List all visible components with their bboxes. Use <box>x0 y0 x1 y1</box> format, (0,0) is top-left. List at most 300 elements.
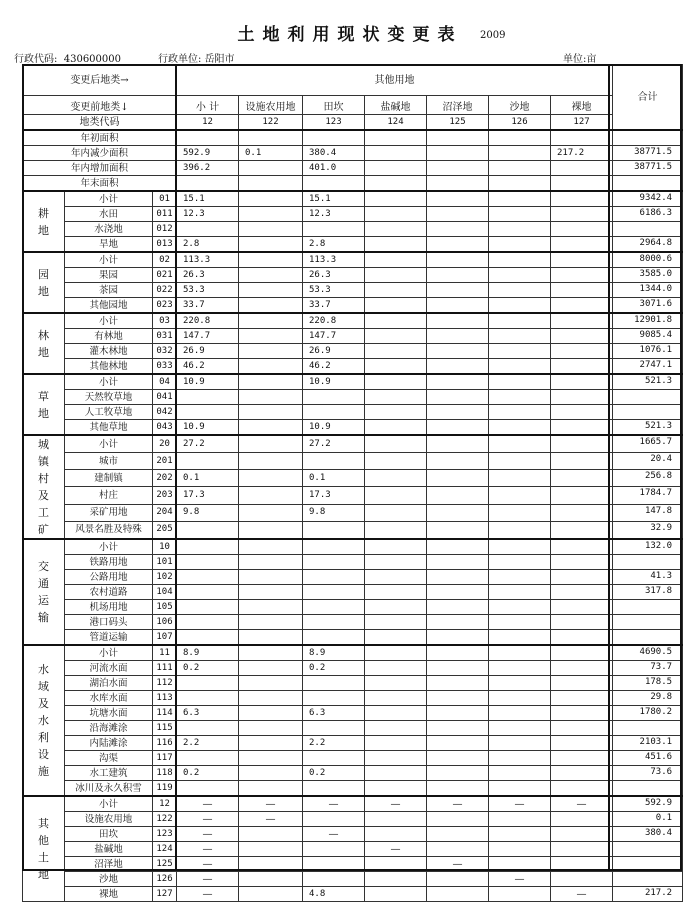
table-row <box>23 751 683 766</box>
value-cell <box>303 585 365 600</box>
category-text: 林地 <box>38 328 49 359</box>
value-cell: 26.9 <box>177 344 239 359</box>
row-label: 灌木林地 <box>65 344 153 359</box>
value-cell: — <box>551 887 613 902</box>
row-code: 127 <box>153 887 177 902</box>
row-code: 116 <box>153 736 177 751</box>
value-cell <box>365 252 427 268</box>
category-text: 交通运输 <box>38 560 49 624</box>
value-cell <box>365 329 427 344</box>
value-cell: 33.7 <box>177 298 239 314</box>
value-cell <box>303 691 365 706</box>
value-cell <box>365 872 427 887</box>
value-cell <box>427 268 489 283</box>
value-cell <box>489 570 551 585</box>
value-cell <box>303 539 365 555</box>
value-cell <box>489 691 551 706</box>
row-label: 茶园 <box>65 283 153 298</box>
value-cell <box>551 812 613 827</box>
category-text: 耕地 <box>38 206 49 237</box>
table-row <box>23 781 683 797</box>
value-cell <box>427 630 489 646</box>
value-cell <box>427 313 489 329</box>
value-cell <box>177 691 239 706</box>
value-cell <box>427 283 489 298</box>
row-label: 小计 <box>65 191 153 207</box>
value-cell <box>427 237 489 253</box>
value-cell <box>427 329 489 344</box>
value-cell <box>489 298 551 314</box>
value-cell: 2.2 <box>177 736 239 751</box>
value-cell <box>239 872 303 887</box>
summary-label: 年初面积 <box>23 130 177 146</box>
value-cell: 12.3 <box>303 207 365 222</box>
header-row-before <box>23 96 683 115</box>
value-cell <box>239 470 303 487</box>
value-cell: 33.7 <box>303 298 365 314</box>
row-label: 公路用地 <box>65 570 153 585</box>
total-cell: 178.5 <box>613 676 683 691</box>
row-label: 水工建筑 <box>65 766 153 781</box>
value-cell: 53.3 <box>303 283 365 298</box>
value-cell <box>427 420 489 436</box>
value-cell: 147.7 <box>303 329 365 344</box>
row-code: 042 <box>153 405 177 420</box>
table-row <box>23 721 683 736</box>
column-header: 盐碱地 <box>365 96 427 115</box>
value-cell: 53.3 <box>177 283 239 298</box>
value-cell <box>551 420 613 436</box>
row-code: 01 <box>153 191 177 207</box>
value-cell: 217.2 <box>551 146 613 161</box>
column-code: 125 <box>427 115 489 131</box>
table-row <box>23 222 683 237</box>
total-cell: 132.0 <box>613 539 683 555</box>
value-cell <box>489 470 551 487</box>
total-cell: 73.7 <box>613 661 683 676</box>
value-cell <box>427 781 489 797</box>
table-row <box>23 615 683 630</box>
value-cell <box>489 161 551 176</box>
value-cell <box>303 721 365 736</box>
value-cell <box>551 676 613 691</box>
value-cell <box>551 521 613 539</box>
value-cell <box>427 191 489 207</box>
row-code: 126 <box>153 872 177 887</box>
row-code: 023 <box>153 298 177 314</box>
value-cell: — <box>239 812 303 827</box>
value-cell <box>551 827 613 842</box>
value-cell: — <box>177 872 239 887</box>
value-cell <box>365 812 427 827</box>
row-label: 小计 <box>65 645 153 661</box>
table-row <box>23 237 683 253</box>
row-label: 沿海滩涂 <box>65 721 153 736</box>
total-cell: 9085.4 <box>613 329 683 344</box>
category-label <box>23 313 65 374</box>
value-cell <box>303 176 365 192</box>
value-cell <box>239 691 303 706</box>
row-label: 湖泊水面 <box>65 676 153 691</box>
table-row <box>23 252 683 268</box>
row-label: 其他园地 <box>65 298 153 314</box>
value-cell <box>427 585 489 600</box>
value-cell: — <box>177 812 239 827</box>
value-cell <box>551 645 613 661</box>
value-cell <box>239 453 303 470</box>
value-cell <box>489 237 551 253</box>
value-cell <box>427 405 489 420</box>
value-cell: 8.9 <box>177 645 239 661</box>
value-cell <box>239 283 303 298</box>
summary-row <box>23 146 683 161</box>
row-code: 111 <box>153 661 177 676</box>
value-cell: 0.1 <box>177 470 239 487</box>
value-cell <box>489 827 551 842</box>
row-label: 水浇地 <box>65 222 153 237</box>
value-cell <box>427 751 489 766</box>
value-cell: — <box>489 796 551 812</box>
value-cell <box>239 827 303 842</box>
admin-code-label: 行政代码: <box>14 54 58 65</box>
value-cell: — <box>177 887 239 902</box>
value-cell <box>365 706 427 721</box>
category-text: 其他土地 <box>38 817 49 881</box>
admin-unit-line <box>158 50 235 65</box>
value-cell: 12.3 <box>177 207 239 222</box>
table-row <box>23 435 683 453</box>
value-cell <box>303 453 365 470</box>
value-cell <box>427 344 489 359</box>
total-cell: 521.3 <box>613 420 683 436</box>
row-code: 041 <box>153 390 177 405</box>
value-cell <box>489 812 551 827</box>
total-cell: 41.3 <box>613 570 683 585</box>
row-code: 04 <box>153 374 177 390</box>
total-cell: 1780.2 <box>613 706 683 721</box>
value-cell <box>551 872 613 887</box>
value-cell <box>365 359 427 375</box>
admin-unit-label: 行政单位: <box>158 54 202 65</box>
value-cell <box>365 661 427 676</box>
value-cell <box>365 420 427 436</box>
value-cell <box>551 298 613 314</box>
summary-row <box>23 130 683 146</box>
value-cell: — <box>177 796 239 812</box>
value-cell <box>365 222 427 237</box>
value-cell <box>365 736 427 751</box>
summary-label: 年内增加面积 <box>23 161 177 176</box>
row-label: 管道运输 <box>65 630 153 646</box>
value-cell: 26.9 <box>303 344 365 359</box>
row-code: 106 <box>153 615 177 630</box>
value-cell <box>489 420 551 436</box>
page-title: 土地利用现状变更表 <box>237 25 463 45</box>
value-cell: 9.8 <box>177 504 239 521</box>
value-cell <box>427 615 489 630</box>
value-cell <box>427 487 489 504</box>
value-cell <box>303 130 365 146</box>
total-cell <box>613 615 683 630</box>
value-cell: — <box>177 842 239 857</box>
value-cell <box>489 146 551 161</box>
row-code: 11 <box>153 645 177 661</box>
table-row <box>23 887 683 902</box>
row-code: 101 <box>153 555 177 570</box>
total-cell: 380.4 <box>613 827 683 842</box>
value-cell: — <box>365 796 427 812</box>
column-header: 沙地 <box>489 96 551 115</box>
row-label: 采矿用地 <box>65 504 153 521</box>
total-cell <box>613 390 683 405</box>
row-label: 水库水面 <box>65 691 153 706</box>
value-cell <box>239 842 303 857</box>
table-row <box>23 405 683 420</box>
row-label: 田坎 <box>65 827 153 842</box>
table-row <box>23 487 683 504</box>
value-cell <box>239 751 303 766</box>
value-cell <box>239 857 303 872</box>
value-cell <box>489 222 551 237</box>
table-row <box>23 313 683 329</box>
total-cell <box>613 630 683 646</box>
value-cell <box>365 435 427 453</box>
total-cell: 29.8 <box>613 691 683 706</box>
total-cell: 451.6 <box>613 751 683 766</box>
row-code: 117 <box>153 751 177 766</box>
row-label: 内陆滩涂 <box>65 736 153 751</box>
value-cell <box>365 130 427 146</box>
table-row <box>23 359 683 375</box>
total-cell: 2964.8 <box>613 237 683 253</box>
value-cell <box>303 781 365 797</box>
admin-code-value: 430600000 <box>63 54 121 65</box>
category-label <box>23 539 65 645</box>
value-cell <box>365 691 427 706</box>
value-cell <box>427 539 489 555</box>
total-cell: 3071.6 <box>613 298 683 314</box>
value-cell <box>551 176 613 192</box>
row-label: 其他草地 <box>65 420 153 436</box>
value-cell <box>427 161 489 176</box>
value-cell <box>551 222 613 237</box>
value-cell <box>239 521 303 539</box>
row-label: 水田 <box>65 207 153 222</box>
value-cell <box>551 329 613 344</box>
value-cell <box>551 615 613 630</box>
value-cell <box>303 405 365 420</box>
row-label: 小计 <box>65 435 153 453</box>
value-cell <box>365 313 427 329</box>
row-code: 03 <box>153 313 177 329</box>
value-cell <box>551 842 613 857</box>
value-cell <box>489 435 551 453</box>
value-cell <box>177 521 239 539</box>
value-cell: 46.2 <box>303 359 365 375</box>
value-cell <box>427 207 489 222</box>
value-cell <box>427 252 489 268</box>
row-code: 021 <box>153 268 177 283</box>
value-cell <box>239 504 303 521</box>
value-cell: 2.2 <box>303 736 365 751</box>
summary-label: 年内减少面积 <box>23 146 177 161</box>
value-cell: 0.2 <box>303 661 365 676</box>
value-cell <box>177 615 239 630</box>
value-cell: 592.9 <box>177 146 239 161</box>
total-cell: 2747.1 <box>613 359 683 375</box>
row-label: 城市 <box>65 453 153 470</box>
value-cell <box>177 751 239 766</box>
column-code: 127 <box>551 115 613 131</box>
value-cell <box>177 630 239 646</box>
value-cell <box>365 283 427 298</box>
category-label <box>23 796 65 902</box>
value-cell <box>239 736 303 751</box>
value-cell <box>489 615 551 630</box>
row-code: 112 <box>153 676 177 691</box>
value-cell <box>489 630 551 646</box>
table-row <box>23 555 683 570</box>
total-cell: 1665.7 <box>613 435 683 453</box>
total-cell: 6186.3 <box>613 207 683 222</box>
column-code: 126 <box>489 115 551 131</box>
value-cell <box>303 751 365 766</box>
value-cell <box>551 487 613 504</box>
value-cell: 26.3 <box>303 268 365 283</box>
value-cell <box>239 268 303 283</box>
value-cell <box>427 872 489 887</box>
row-label: 盐碱地 <box>65 842 153 857</box>
value-cell <box>239 344 303 359</box>
value-cell <box>365 298 427 314</box>
total-cell <box>613 857 683 872</box>
summary-row <box>23 176 683 192</box>
table-row <box>23 600 683 615</box>
value-cell <box>239 359 303 375</box>
value-cell: 4.8 <box>303 887 365 902</box>
value-cell <box>427 721 489 736</box>
value-cell <box>365 161 427 176</box>
value-cell <box>489 555 551 570</box>
value-cell <box>177 585 239 600</box>
row-label: 铁路用地 <box>65 555 153 570</box>
value-cell <box>365 585 427 600</box>
table-row <box>23 344 683 359</box>
value-cell <box>551 252 613 268</box>
value-cell: 6.3 <box>303 706 365 721</box>
value-cell <box>551 453 613 470</box>
value-cell <box>489 721 551 736</box>
table-row <box>23 268 683 283</box>
row-code: 20 <box>153 435 177 453</box>
value-cell <box>239 176 303 192</box>
value-cell: 401.0 <box>303 161 365 176</box>
value-cell <box>489 283 551 298</box>
value-cell <box>239 130 303 146</box>
row-code: 02 <box>153 252 177 268</box>
table-row <box>23 630 683 646</box>
value-cell <box>489 390 551 405</box>
value-cell <box>551 504 613 521</box>
value-cell <box>551 405 613 420</box>
value-cell <box>489 359 551 375</box>
value-cell <box>551 344 613 359</box>
table-row <box>23 539 683 555</box>
value-cell <box>427 130 489 146</box>
value-cell <box>489 268 551 283</box>
table-row <box>23 661 683 676</box>
value-cell <box>551 161 613 176</box>
value-cell <box>551 570 613 585</box>
row-label: 人工牧草地 <box>65 405 153 420</box>
value-cell <box>365 453 427 470</box>
value-cell <box>239 555 303 570</box>
value-cell <box>239 781 303 797</box>
total-label: 合计 <box>613 65 683 131</box>
value-cell <box>489 176 551 192</box>
value-cell <box>551 237 613 253</box>
total-cell: 2103.1 <box>613 736 683 751</box>
value-cell <box>239 721 303 736</box>
value-cell: 380.4 <box>303 146 365 161</box>
value-cell <box>427 435 489 453</box>
value-cell <box>239 191 303 207</box>
row-code: 204 <box>153 504 177 521</box>
total-cell: 147.8 <box>613 504 683 521</box>
value-cell <box>365 676 427 691</box>
total-cell: 592.9 <box>613 796 683 812</box>
value-cell: 113.3 <box>303 252 365 268</box>
table-row <box>23 796 683 812</box>
value-cell <box>239 313 303 329</box>
column-header: 田坎 <box>303 96 365 115</box>
value-cell <box>427 146 489 161</box>
row-code: 118 <box>153 766 177 781</box>
row-label: 裸地 <box>65 887 153 902</box>
value-cell <box>239 706 303 721</box>
row-code: 114 <box>153 706 177 721</box>
value-cell <box>365 751 427 766</box>
value-cell <box>239 298 303 314</box>
category-text: 园地 <box>38 267 49 298</box>
total-cell <box>613 222 683 237</box>
value-cell <box>177 781 239 797</box>
admin-code-line <box>14 50 121 65</box>
value-cell <box>427 691 489 706</box>
row-code: 022 <box>153 283 177 298</box>
value-cell: 0.1 <box>239 146 303 161</box>
category-label <box>23 374 65 435</box>
table-row <box>23 207 683 222</box>
row-code: 031 <box>153 329 177 344</box>
row-label: 河流水面 <box>65 661 153 676</box>
table-row <box>23 504 683 521</box>
total-cell: 8000.6 <box>613 252 683 268</box>
row-code: 201 <box>153 453 177 470</box>
value-cell <box>365 146 427 161</box>
row-code: 104 <box>153 585 177 600</box>
column-code: 12 <box>177 115 239 131</box>
table-row <box>23 857 683 872</box>
row-label: 小计 <box>65 252 153 268</box>
value-cell: 15.1 <box>177 191 239 207</box>
value-cell: — <box>239 796 303 812</box>
table-row <box>23 298 683 314</box>
row-label: 小计 <box>65 796 153 812</box>
value-cell: 220.8 <box>177 313 239 329</box>
value-cell <box>427 222 489 237</box>
table-row <box>23 706 683 721</box>
